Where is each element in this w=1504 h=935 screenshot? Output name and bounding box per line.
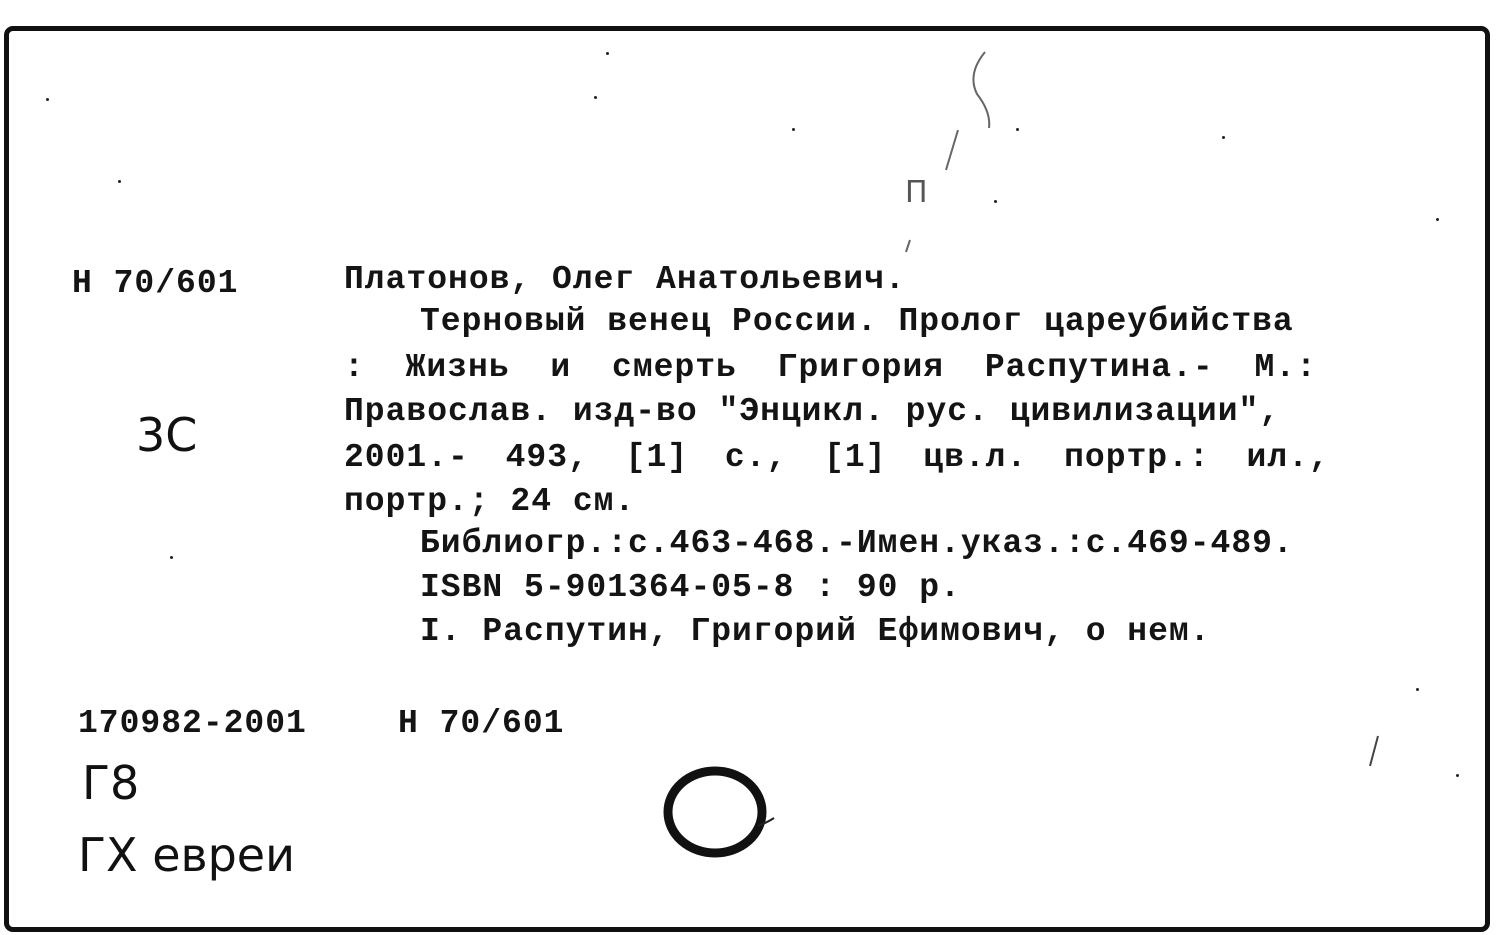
author-heading: Платонов, Олег Анатольевич. <box>344 261 906 298</box>
description-line-2: : Жизнь и смерть Григория Распутина.- М.: <box>344 349 1317 386</box>
speck <box>994 200 997 203</box>
speck <box>594 96 597 99</box>
hand-drawn-circle <box>668 771 762 853</box>
speck <box>1016 128 1019 131</box>
speck <box>606 52 609 55</box>
speck <box>792 128 795 131</box>
speck <box>1456 774 1459 777</box>
description-line-1: Терновый венец России. Пролог цареубийства <box>420 303 1294 340</box>
handwritten-mark-g8: Г8 <box>82 756 140 810</box>
description-line-4: 2001.- 493, [1] с., [1] цв.л. портр.: ил., <box>344 439 1330 476</box>
faint-stroke-right <box>1370 736 1378 766</box>
speck <box>170 556 173 559</box>
faint-stroke-top <box>906 52 989 252</box>
bibliography-note: Библиогр.:с.463-468.-Имен.указ.:с.469-489. <box>420 525 1294 562</box>
subject-entry: I. Распутин, Григорий Ефимович, о нем. <box>420 613 1211 650</box>
accession-number: 170982-2001 <box>78 705 307 742</box>
speck <box>1416 688 1419 691</box>
handwritten-mark-evrei: ГХ евреи <box>78 828 295 882</box>
speck <box>118 180 121 183</box>
isbn-price: ISBN 5-901364-05-8 : 90 р. <box>420 569 961 606</box>
speck <box>1222 136 1225 139</box>
description-line-3: Православ. изд-во "Энцикл. рус. цивилизации", <box>344 393 1281 430</box>
speck <box>1436 218 1439 221</box>
handwritten-mark-3c: 3С <box>136 408 198 462</box>
speck <box>46 98 49 101</box>
handwritten-mark-top: П <box>905 175 928 210</box>
description-line-5: портр.; 24 см. <box>344 483 636 520</box>
call-number: Н 70/601 <box>72 265 239 302</box>
footer-call-number: Н 70/601 <box>398 705 565 742</box>
